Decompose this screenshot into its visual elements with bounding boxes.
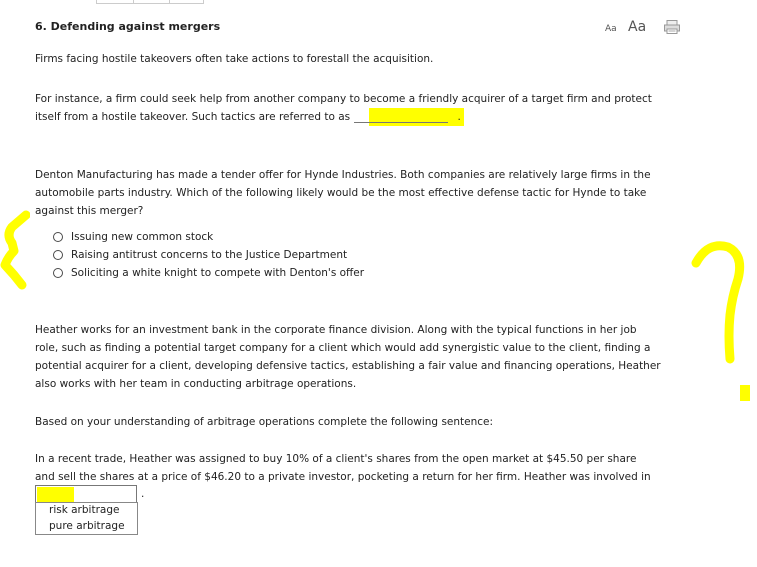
font-size-large-button[interactable]: Aa	[628, 19, 647, 35]
trade-text: In a recent trade, Heather was assigned to buy 10% of a client's shares from the open market at $45.50 per share and sell the shares at a price of $46.20 to a private investor, pocketing a return for her firm. Heather was involved in	[35, 453, 651, 483]
paragraph-friendly-acquirer: For instance, a firm could seek help from another company to become a friendly acquirer of a target firm and protect itself from a hostile takeover. Such tactics are referred to as .	[35, 93, 652, 123]
dropdown-option-risk[interactable]: risk arbitrage	[49, 504, 120, 516]
radio-button[interactable]	[53, 268, 63, 278]
printer-icon[interactable]	[664, 20, 680, 34]
dropdown-option-pure[interactable]: pure arbitrage	[49, 520, 125, 532]
radio-button[interactable]	[53, 232, 63, 242]
font-size-small-button[interactable]: Aa	[605, 24, 617, 34]
yellow-brace-mark	[0, 205, 30, 290]
top-tab-strip	[96, 0, 204, 4]
scenario-text: Denton Manufacturing has made a tender offer for Hynde Industries. Both companies are relatively large firms in the automobile parts industry. Which of the following likely would be the most effective defense tactic for Hynde to take against this merger?	[35, 169, 651, 217]
question-title: 6. Defending against mergers	[35, 20, 221, 33]
trade-period: .	[141, 488, 145, 500]
instruction-text: Based on your understanding of arbitrage operations complete the following sentence:	[35, 416, 494, 428]
intro-text: Firms facing hostile takeovers often take actions to forestall the acquisition.	[35, 53, 434, 65]
yellow-question-mark	[686, 235, 757, 410]
option-white-knight[interactable]: Soliciting a white knight to compete with Denton's offer	[53, 264, 364, 282]
answer-blank-input[interactable]	[354, 108, 448, 123]
dropdown-options-list	[35, 502, 138, 535]
option-antitrust[interactable]: Raising antitrust concerns to the Justice Department	[53, 246, 347, 264]
radio-button[interactable]	[53, 250, 63, 260]
heather-text: Heather works for an investment bank in the corporate finance division. Along with the typical functions in her job role, such as finding a potential target company for a client which would add synergistic value to the client, finding a potential acquirer for a client, developing defensive tactics, establishing a fair value and financing operations, Heather also works with her team in conducting arbitrage operations.	[35, 324, 661, 390]
option-issuing-stock[interactable]: Issuing new common stock	[53, 228, 213, 246]
